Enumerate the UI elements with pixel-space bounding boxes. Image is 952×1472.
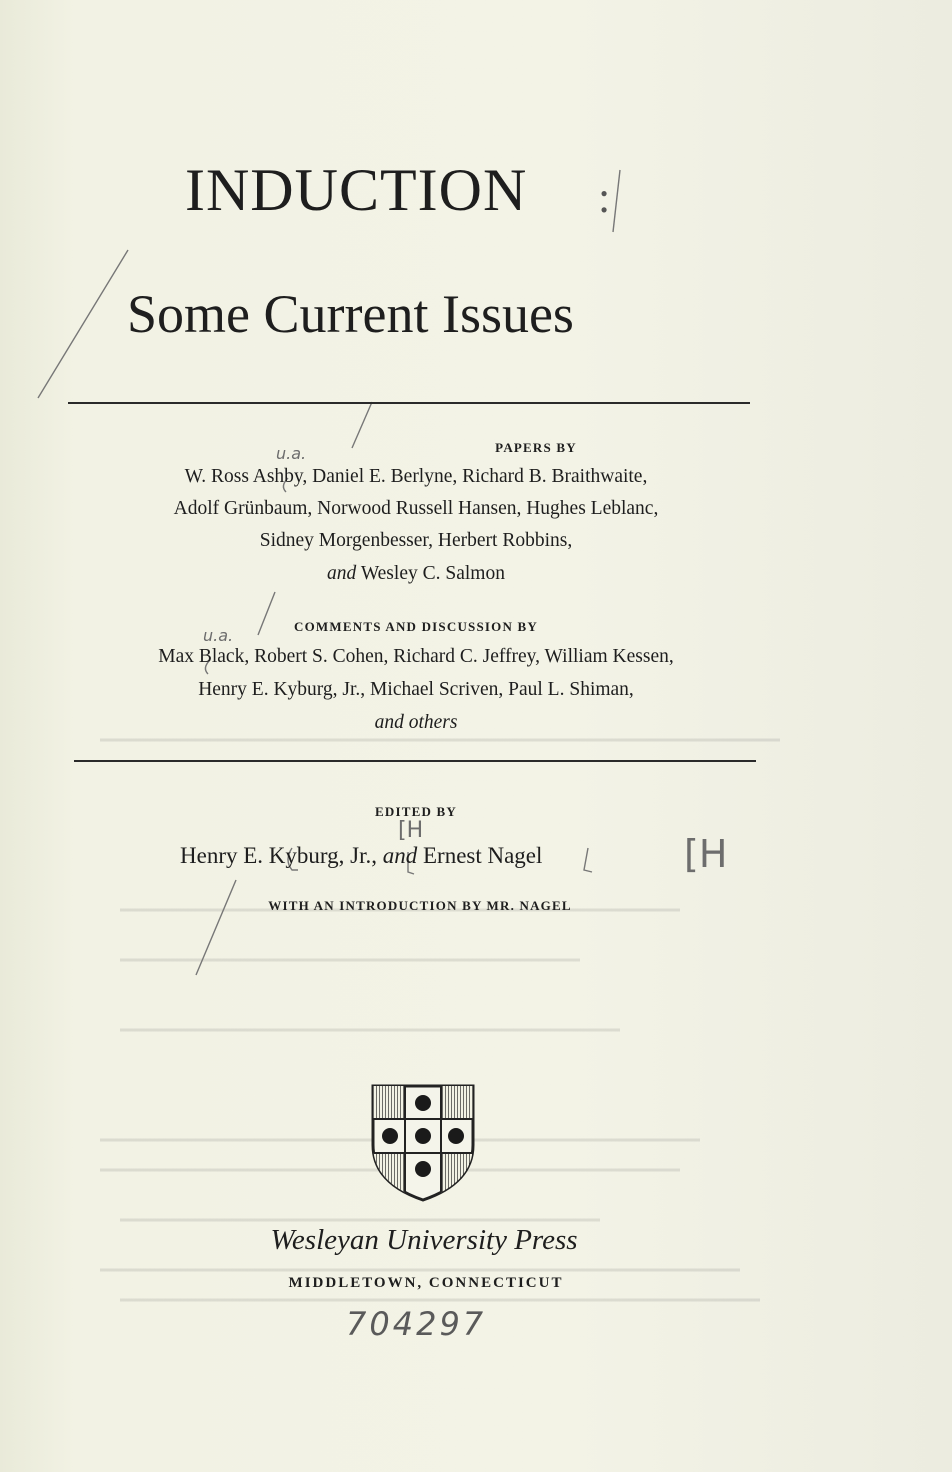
middle-rule (74, 760, 756, 762)
introduction-credit: WITH AN INTRODUCTION BY MR. NAGEL (268, 898, 572, 913)
papers-line-3: Sidney Morgenbesser, Herbert Robbins, (259, 530, 573, 551)
pencil-bracket-h-2: [H (684, 832, 728, 876)
pencil-ma-2: u.a. (203, 626, 234, 645)
editors-line (180, 843, 542, 869)
papers-heading: PAPERS BY (495, 440, 577, 455)
comments-line-1: Max Black, Robert S. Cohen, Richard C. Jeffrey, William Kessen, (158, 646, 674, 667)
publisher-name: Wesleyan University Press (270, 1224, 578, 1256)
editors-and: and (382, 843, 418, 868)
papers-line-4 (0, 558, 892, 590)
editor-nagel: Ernest Nagel (422, 843, 543, 868)
comments-line-3: and others (374, 712, 458, 733)
title-colon: : (598, 173, 611, 222)
handwritten-accession-number: 704297 (346, 1305, 487, 1343)
top-rule (68, 402, 750, 404)
book-title: INDUCTION (185, 157, 528, 223)
papers-line-2: Adolf Grünbaum, Norwood Russell Hansen, Hughes Leblanc, (173, 498, 659, 519)
papers-last-author: Wesley C. Salmon (360, 563, 505, 584)
publisher-location: MIDDLETOWN, CONNECTICUT (288, 1275, 564, 1291)
comments-line-2: Henry E. Kyburg, Jr., Michael Scriven, Paul L. Shiman, (198, 679, 634, 700)
edited-heading: EDITED BY (375, 804, 457, 819)
book-subtitle: Some Current Issues (127, 284, 574, 344)
publisher-shield-logo (370, 1083, 476, 1203)
papers-and: and (327, 563, 357, 584)
pencil-bracket-h-1: [H (398, 818, 424, 843)
editor-kyburg: Henry E. Kyburg, Jr., (180, 843, 377, 868)
papers-line-1: W. Ross Ashby, Daniel E. Berlyne, Richard B. Braithwaite, (184, 466, 648, 487)
pencil-ma-1: u.a. (276, 444, 307, 463)
comments-heading: COMMENTS AND DISCUSSION BY (294, 619, 538, 634)
shield-icon (370, 1083, 476, 1203)
